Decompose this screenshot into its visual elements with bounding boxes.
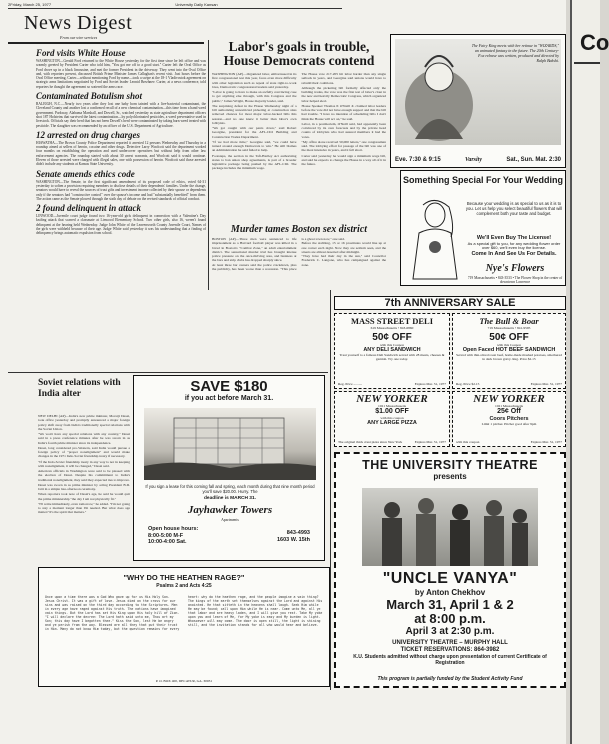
bride-sketch-icon — [405, 197, 463, 281]
soviet-paragraph: "I'll retire immediately, even tomorrow," he added. "I'm not going to stay a moment longer than I'm needed. But what does age matter? It's the spirit that matters." — [38, 501, 130, 515]
deli-reg-price: Reg. Price .......... — [338, 382, 363, 386]
folio-page-number: 2 — [8, 2, 11, 7]
jayhawker-brand-sub: Apartments — [221, 518, 239, 522]
lead-paragraph: "If we had more time," Georgine said, "we could have turned around enough Democrats to win." He still blames an Administration he said failed to help. — [212, 139, 297, 153]
adjacent-masthead: Co — [580, 30, 609, 55]
bull-boar-item: Open Faced HOT BEEF SANDWICH — [462, 347, 556, 353]
pizza-item: ANY LARGE PIZZA — [367, 420, 417, 426]
deli-discount: 50¢ OFF — [372, 332, 412, 343]
nyes-logo: Nye's Flowers — [485, 263, 545, 274]
cast-silhouettes — [362, 488, 538, 566]
soviet-paragraph: "We won't have any special relations with any country," Desai said in a press conference minutes after he was sworn in as India's fourth prime minister since its independence. — [38, 432, 130, 445]
deli-name: MASS STREET DELI — [350, 316, 434, 326]
pizza-footer — [338, 440, 446, 444]
hours-label: Open house hours: — [148, 526, 199, 532]
evening-dates: March 31, April 1 & 2 — [386, 597, 514, 612]
bull-boar-expiry: Expires Mar. 31, 1977 — [530, 382, 562, 386]
pizza-discount: $1.00 OFF — [375, 408, 409, 415]
nyes-address: 719 Massachusetts • 843-3533 • The Flower Shop in the center of downtown Lawrence — [467, 276, 563, 284]
folio-paper-name: University Daily Kansan — [175, 2, 218, 7]
heathen-body: Once upon a time there was a God Who gave up for us His Holy Son. Jesus Christ. It was a gift of love. Jesus died on the cross for our sins and was raised on the third day according to the Scriptures. Men in every age have raged against His truth. The nations have imagined vain things. But the Lord has set His King upon His holy hill of Zion. "I will declare the decree: The Lord hath said unto me, Thou art my Son; this day have I begotten thee." Kiss the Son, lest He be angry and ye perish from the way. Blessed are all they that put their trust in Him. Many do not know Him today, but the question remains for every heart: why do the heathen rage, and the people imagine a vain thing? The kings of the earth set themselves against the Lord and against His anointed. He that sitteth in the heavens shall laugh. Seek Him while He may be found; call upon Him while He is near. Come unto Me, all ye that labor and are heavy laden, and I will give you rest. Take My yoke upon you and learn of Me, for My yoke is easy and My burden is light. Whosoever will may come. The door is open still, the light is shining still, and the invitation stands for all who would hear and believe. — [45, 595, 323, 631]
matinee-times: Sat., Sun. Mat. 2:30 — [506, 157, 561, 163]
bull-boar-reg-price: Reg. Price $2.15 — [456, 382, 480, 386]
jayhawker-phone: 843-4993 — [286, 530, 310, 536]
bull-boar-address: 719 Massachusetts • 841-9595 — [487, 326, 531, 330]
evening-times: Eve. 7:30 & 9:15 — [395, 157, 441, 163]
murder-paragraph: At least three bar owners said the police crackdown, plus the publicity, has been worse than a recession. "This place is a ghost town now," one said. — [212, 237, 345, 271]
story-head: 12 arrested on drug charges — [36, 129, 141, 140]
university-theatre-ad — [334, 452, 566, 688]
coors-expiry: Expires Mar. 31, 1977 — [530, 440, 562, 444]
section-rule — [8, 372, 328, 373]
bull-boar-footer — [456, 382, 562, 386]
deli-coupon[interactable] — [334, 313, 450, 389]
anniversary-sale-banner: 7th ANNIVERSARY SALE — [334, 296, 566, 310]
folio-date: Friday, March 25, 1977 — [10, 2, 52, 7]
deli-with-coupon: with this Coupon — [379, 343, 405, 347]
open-house-hours — [148, 526, 238, 546]
new-yorker-name: NEW YORKER — [473, 393, 545, 405]
coors-discount: 25¢ Off — [497, 408, 521, 415]
jayhawker-towers-ad — [133, 375, 325, 561]
murder-story-body — [212, 237, 386, 287]
lead-paragraph: "We got caught with our pants down," said Robert Georgine, president for the AFL-CIO Building and Construction Trades Department. — [212, 126, 297, 139]
bull-boar-discount: 50¢ OFF — [489, 332, 529, 343]
murder-paragraph: "They have had their day in the sun," said Councilor Frederick C. Langone, who has campaigned against the zone. — [301, 254, 386, 267]
theatre-presents: presents — [433, 472, 467, 481]
nyes-flowers-ad — [400, 170, 566, 286]
column-rule — [208, 40, 209, 290]
news-digest-column — [36, 46, 206, 372]
deli-footer — [338, 382, 446, 386]
story-head: Ford visits White House — [36, 48, 126, 58]
news-digest-title: News Digest — [24, 12, 133, 34]
pizza-expiry: Expires Mar. 31, 1977 — [414, 440, 446, 444]
lead-paragraph: Although the picketing bill formally affected only the building trades, the vote was the first test of labor's clout in the new and heavily Democratic Congress, which organized labor helped elect. — [301, 85, 386, 103]
theater-name: Varsity — [465, 157, 483, 163]
lead-paragraph: WASHINGTON (AP)—Organized labor, embarrassed in its first congressional test this year, faces even more difficulty with other legislation such as repeal of state right-to-work laws, Democratic congressional leaders said yesterday. — [212, 72, 297, 89]
lead-paragraph: Carter said yesterday he would sign a minimum wage bill, and said he expects to change the House in a way all of it in the future. — [301, 153, 386, 166]
jayhawker-contact — [240, 530, 310, 544]
murder-paragraph: Before the stabbing, 15 or 16 prostitutes would line up at one corner each night. Now they are seldom seen, and the streets are almost deserted after midnight. — [301, 241, 386, 254]
pizza-with-coupon: with this coupon — [380, 416, 404, 420]
play-title: "UNCLE VANYA" — [382, 570, 518, 587]
lead-paragraph: The House vote 217-205 hit labor harder than any single setback in years, and Georgine said unions would have to rebuild their coalitions. — [301, 72, 386, 85]
bull-boar-name: The Bull & Boar — [479, 316, 539, 326]
deli-expiry: Expires Mar. 31, 1977 — [414, 382, 446, 386]
story-body: RALEIGH, N.C.—Nearly two years after they lost one baby born tainted with a live-bacterial contaminant, the Cleveland County and another lost a confirmed recall of a new chemical contamination—this time from a hand weed government. Parkway, Alabama Marshall, and Dowell, Sr., watched yesterday as state agriculture department officers shot 187 Holsteins that survived the latest contamination—by polychlorinated pesticides, a weed preventative used in livestock. Officials say their herd that has not been Dowell's herd were contaminated by taking barn weed treated with pesticide. The slaughter was recommended by an officer of the U.S. Department of Agriculture. — [36, 102, 206, 128]
murder-headline: Murder tames Boston sex district — [230, 224, 368, 235]
nyes-body-text: Because your wedding is as special to us as it is to you. Let us help you select beautiful flowers that will complement both your taste and budget. — [465, 201, 563, 216]
save-deadline: deadline is MARCH 31. — [204, 496, 256, 501]
sponsor-line: This program is partially funded by the Student Activity Fund — [377, 676, 523, 682]
theatre-venue: UNIVERSITY THEATRE – MURPHY HALL — [392, 640, 508, 646]
news-digest-rule — [8, 42, 204, 44]
soviet-paragraph: American officials in Washington were said to be pleased with the election of Desai. Despite his commitment to India's traditional nonalignment, they said they expected ties to improve. — [38, 469, 130, 482]
deli-address: 619 Massachusetts • 843-6860 — [370, 326, 414, 330]
heathen-rage-ad — [38, 567, 330, 687]
save-headline: SAVE $180 — [190, 378, 268, 395]
coors-item: Coors Pitchers — [489, 416, 529, 422]
deli-item: ANY DELI SANDWICH — [363, 347, 421, 353]
heathen-headline: "WHY DO THE HEATHEN RAGE?" — [123, 573, 245, 582]
lead-paragraph: "Labor is going to have to make an awfully convincing case to get anything else through, with this Congress and the public," James Wright, House majority leader, said. — [212, 90, 297, 103]
evening-time: at 8:00 p.m. — [414, 611, 486, 626]
bull-boar-coupon[interactable] — [452, 313, 566, 389]
story-head: Contaminated Botulism shot — [36, 91, 143, 102]
cast-photo — [362, 488, 538, 566]
pizza-tag: The original thick crust pizza since New York — [338, 440, 403, 444]
lead-paragraph: Footsteps, the section in the Taft-Hartley Act authorizing states to ban union shop agreements, is part of a broader legislative package being pushed by the AFL-CIO. The package includes the minimum wage. — [212, 153, 297, 171]
hours-saturday: 10:00-4:00 Sat. — [148, 539, 187, 545]
matinee-performance: April 3 at 2:30 p.m. — [405, 626, 495, 637]
coors-with-coupon: with this coupon — [456, 440, 480, 444]
bull-boar-desc: Served with thin-sliced roast beef, home-made mashed potatoes, smothered in dark brown gravy. Reg. Price $2.15 — [456, 353, 562, 361]
story-body: HIAWATHA—The Brown County Police Department reported it arrested 12 persons Wednesday and Thursday in a roundup aimed at sellers of heroin, cocaine and other drugs. Detective Larry Woolcott said the department worked four months on establishing the operation and used undercover operatives but without help from other law enforcement agencies. The roundup started with about 30 arrest warrants, and Woolcott said it would continue. Eleven of those arrested were charged with illegal sales, one with possession of heroin. Woolcott said those arrested didn't include any students at Kansas State University. — [36, 140, 206, 167]
soviet-paragraph: When reporters took note of Desai's age, he said he would quit the prime ministership "the day I am not physically fit." — [38, 492, 130, 501]
soviet-paragraph: NEW DELHI (AP)—India's new prime minister, Morarji Desai, took office yesterday and promptly announced a major foreign policy shift away from India's traditionally special relations with the Soviet Union. — [38, 414, 130, 431]
new-yorker-address: 1021 Massachusetts — [377, 404, 407, 408]
adjacent-rule — [574, 62, 600, 64]
news-digest-subtitle: From our wire services — [60, 35, 98, 40]
soviet-paragraph: Desai, long considered pro-Western, said India would pursue a foreign policy of "proper nonalignment" and would make changes in the 1971 Indo-Soviet friendship treaty if necessary. — [38, 445, 130, 459]
coors-limit: Limit 1 pitcher. Pitcher good after 9pm — [481, 422, 537, 426]
play-author: by Anton Chekhov — [414, 588, 486, 597]
nyes-offer: As a special gift to you, for any wedding flower order over $60, we'll even buy the license. — [467, 240, 561, 251]
varsity-movie-ad — [390, 34, 566, 168]
nyes-welcome — [465, 235, 563, 257]
nyes-body — [465, 201, 563, 216]
heathen-footer: P. O. BOX 400, DECATUR, GA. 30031 — [155, 679, 213, 683]
folio-line — [8, 2, 342, 9]
nyes-license-line: We'll Even Buy The License! — [476, 235, 552, 241]
lead-headline: Labor's goals in trouble, House Democrats contend — [223, 39, 375, 68]
story-body: WASHINGTON—The Senate, in the first significant amendment of its proposed code of ethics, voted 64-31 yesterday to soften a provision requiring members to disclose details of their dependents' families. Under the change, senators would have to reveal the sources of trust gifts and investment income collected by their spouse or dependents only if the senators had "constructive control" over the spouse's income and had "substantially benefited" from them. The action came as the Senate plowed through the sixth day of debate on the revised standards of official conduct. — [36, 179, 206, 201]
jayhawker-brand: Jayhawker Towers — [187, 504, 273, 516]
ticket-reservations: TICKET RESERVATIONS: 864-3982 — [400, 647, 500, 654]
jayhawker-address: 1603 W. 15th — [276, 537, 310, 543]
soviet-headline: Soviet relations with India alter — [38, 378, 121, 399]
new-yorker-pizza-coupon[interactable] — [334, 391, 450, 447]
lead-paragraph: Labor, in a postmortem, O'Neill said, had apparently been convinced by its own forecasts and by the private head counts of lobbyists who had assured members it had the votes. — [301, 121, 386, 139]
deli-desc: Treat yourself to a famous Deli Sandwich served with 28 meats, cheeses & garnish. Try one today. — [339, 353, 445, 361]
bull-boar-with-coupon: with this Coupon — [496, 343, 522, 347]
showtimes-row — [395, 157, 561, 163]
new-yorker-coors-coupon[interactable] — [452, 391, 566, 447]
hours-weekday: 8:00-5:00 M-F — [148, 532, 184, 539]
theatre-details — [342, 640, 558, 666]
soviet-story-body — [38, 414, 130, 550]
evening-performances — [342, 598, 558, 626]
column-rule — [330, 290, 331, 690]
coors-footer — [456, 440, 562, 444]
soviet-paragraph: "If the Indo-Soviet friendship treaty in any way is not in keeping with nonalignment, it will be changed," Desai said. — [38, 459, 130, 468]
adjacent-page-edge — [570, 0, 609, 744]
nyes-invite: Come In And See Us For Details. — [471, 250, 557, 257]
lead-story-body — [212, 72, 386, 220]
student-admission: K.U. Students admitted without charge upon presentation of current Certificate of Registration — [353, 654, 547, 667]
story-head: Senate amends ethics code — [36, 168, 135, 179]
soviet-paragraph: Desai was sworn in as prime minister by acting President B.D. Jatti in a simple late-afternoon ceremony. — [38, 482, 130, 491]
story-body: WASHINGTON—Gerald Ford returned to the White House yesterday for the first time since he left office and was warmly greeted by President Carter who told him, "You got me off to a good start." Carter left the Oval Office as Ford drove up in a black limousine, and met the former President in the driveway. They went into the Oval Office and, with reporters present, discussed British Prime Minister James Callaghan's recent visit. Just hours before the Oval Office meeting, Carter—without mentioning Ford by name—took a swipe at the 18-1 Vladivostok agreement on strategic arms limitations negotiated by Ford and Soviet leader Leonid Brezhnev. Carter, at a news conference, told reporters he thought the agreement so watered the arms race. — [36, 59, 206, 89]
story-body: LINWOOD—Juvenile court judge found two 16-year-old girls delinquent in connection with a Valentine's Day knifing attack that scarred a classmate at Linwood Elementary School. Two other girls, also 16, weren't found delinquent at the hearing held Wednesday. Judge John White of the Leavenworth County Juvenile Court, Names of the girls were withheld because of their age. Judge White said yesterday it was his understanding that a finding of delinquency brings automatic expulsion from school. — [36, 214, 206, 236]
apartment-building-icon — [144, 408, 316, 480]
lead-paragraph: "My office alone received 50,000 letters," one congressman said. The lobbying effort for passage of the bill was one of the most intensive in years, and it fell short. — [301, 139, 386, 153]
new-yorker-address: 1021 Massachusetts — [494, 404, 524, 408]
movie-caption: The Fairy King meets with her retinue in "WIZARDS," an animated fantasy in the future. The 20th Century-Fox release was written, produced and directed by Ralph Bakshi. — [471, 43, 559, 63]
save-subhead: if you act before March 31. — [184, 395, 274, 402]
lead-paragraph: House Speaker Thomas P. O'Neill Jr. claimed labor leaders before the vote did not have enough support and that the bill had trouble. "I have no intention of scheduling bills I don't think the House will act on," he said. — [301, 103, 386, 121]
murder-paragraph: BOSTON (AP)—Three men were sentenced to life imprisonment as a Harvard football player was killed in a brawl in Boston's "Combat Zone," an adult entertainment district. The sensational murder trial has brought intense police pressure on the once-thriving area, and business at the bars and strip clubs has dropped sharply since. — [212, 237, 297, 263]
save-body: If you sign a lease for this coming fall and spring, each month during that nine month period you'll save $20.00. Hurry. The — [145, 484, 315, 494]
story-head: 2 found delinquent in attack — [36, 203, 142, 214]
theatre-title: THE UNIVERSITY THEATRE — [362, 458, 538, 472]
nyes-headline: Something Special For Your Wedding — [402, 175, 563, 185]
heathen-psalm: Psalms 2 and Acts 4:25 — [156, 583, 212, 589]
new-yorker-name: NEW YORKER — [356, 393, 428, 405]
lead-paragraph: The surprising defeat in the House Wednesday night of a bill authorizing unrestricted picketing at construction sites removed chances for most major labor-backed bills this session—and no one knew it better than labor's own lobbyists. — [212, 103, 297, 125]
apartment-photo — [144, 408, 316, 480]
